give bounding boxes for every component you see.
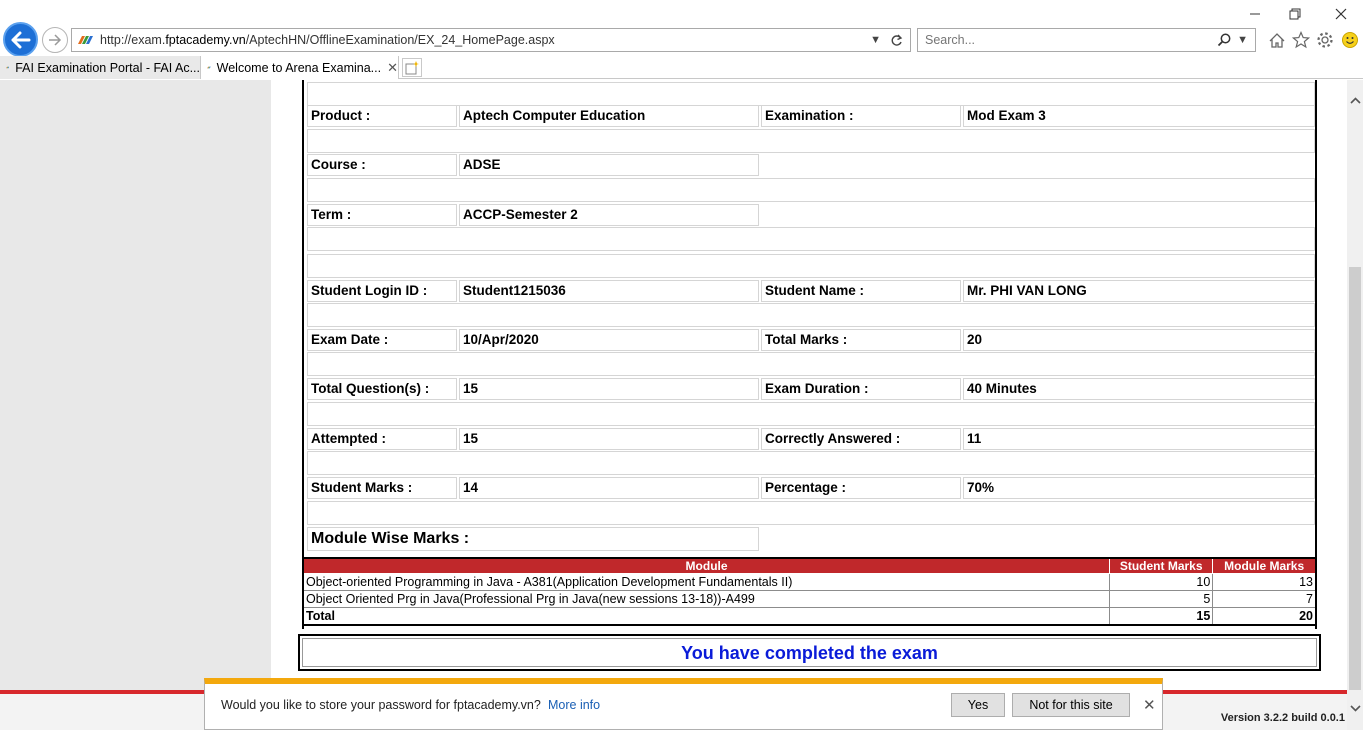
vertical-scrollbar[interactable] xyxy=(1347,80,1363,730)
product-label: Product : xyxy=(307,105,457,127)
exam-date-label: Exam Date : xyxy=(307,329,457,351)
total-marks-value: 20 xyxy=(963,329,1315,351)
notification-close-icon[interactable]: ✕ xyxy=(1143,697,1156,714)
not-for-this-site-button[interactable]: Not for this site xyxy=(1012,693,1130,717)
search-input[interactable] xyxy=(925,33,1217,47)
student-marks-column-header: Student Marks xyxy=(1110,558,1213,574)
spacer-row xyxy=(307,178,1315,202)
settings-gear-icon[interactable] xyxy=(1314,29,1336,51)
address-url[interactable] xyxy=(100,33,870,47)
version-text: Version 3.2.2 build 0.0.1 xyxy=(1220,712,1345,724)
tab-favicon-icon xyxy=(6,62,9,73)
save-password-yes-button[interactable]: Yes xyxy=(951,693,1005,717)
spacer-row xyxy=(307,352,1315,376)
back-button[interactable] xyxy=(3,22,38,57)
restore-button[interactable] xyxy=(1280,4,1310,24)
module-name-cell: Object-oriented Programming in Java - A381(Application Development Fundamentals II) xyxy=(303,574,1110,591)
spacer-row xyxy=(307,303,1315,327)
tab-close-icon[interactable]: ✕ xyxy=(387,59,398,75)
tab-fai-examination-portal[interactable] xyxy=(0,56,201,79)
module-name-cell: Object Oriented Prg in Java(Professional Prg in Java(new sessions 13-18))-A499 xyxy=(303,591,1110,608)
browser-chrome xyxy=(0,0,1363,80)
term-label: Term : xyxy=(307,204,457,226)
course-value: ADSE xyxy=(459,154,759,176)
tab-strip xyxy=(0,56,1363,79)
examination-label: Examination : xyxy=(761,105,961,127)
search-icon[interactable] xyxy=(1217,33,1231,47)
student-marks-value: 14 xyxy=(459,477,759,499)
search-dropdown-icon[interactable]: ▼ xyxy=(1237,34,1248,46)
completed-message-box xyxy=(298,634,1321,671)
percentage-label: Percentage : xyxy=(761,477,961,499)
home-icon[interactable] xyxy=(1266,29,1288,51)
notification-message: Would you like to store your password for fptacademy.vn? xyxy=(221,698,541,712)
total-questions-value: 15 xyxy=(459,378,759,400)
total-student-marks-cell: 15 xyxy=(1110,608,1213,626)
forward-arrow-icon xyxy=(48,34,62,46)
spacer-row xyxy=(307,402,1315,426)
student-name-label: Student Name : xyxy=(761,280,961,302)
spacer-row xyxy=(307,227,1315,251)
student-name-value: Mr. PHI VAN LONG xyxy=(963,280,1315,302)
tab-label: FAI Examination Portal - FAI Ac... xyxy=(15,60,200,75)
search-box[interactable] xyxy=(917,28,1256,52)
total-module-marks-cell: 20 xyxy=(1213,608,1316,626)
tab-welcome-arena[interactable] xyxy=(201,56,399,79)
forward-button[interactable] xyxy=(42,27,68,53)
total-questions-label: Total Question(s) : xyxy=(307,378,457,400)
module-marks-column-header: Module Marks xyxy=(1213,558,1316,574)
refresh-icon[interactable] xyxy=(890,34,903,47)
total-marks-label: Total Marks : xyxy=(761,329,961,351)
url-path: /AptechHN/OfflineExamination/EX_24_HomePage.aspx xyxy=(245,33,555,47)
url-prefix: http://exam. xyxy=(100,33,166,47)
left-panel xyxy=(0,80,271,690)
correct-answered-value: 11 xyxy=(963,428,1315,450)
spacer-row xyxy=(307,82,1315,106)
new-tab-button[interactable] xyxy=(402,58,422,77)
spacer-row xyxy=(307,254,1315,278)
completed-message: You have completed the exam xyxy=(302,638,1317,667)
module-column-header: Module xyxy=(303,558,1110,574)
more-info-link[interactable]: More info xyxy=(548,698,601,712)
table-row xyxy=(303,591,1316,608)
attempted-value: 15 xyxy=(459,428,759,450)
table-header-row xyxy=(303,558,1316,574)
scroll-down-icon[interactable] xyxy=(1347,700,1363,716)
tab-label: Welcome to Arena Examina... xyxy=(216,60,382,75)
minimize-button[interactable] xyxy=(1240,4,1270,24)
percentage-value: 70% xyxy=(963,477,1315,499)
scroll-up-icon[interactable] xyxy=(1347,92,1363,108)
student-marks-cell: 5 xyxy=(1110,591,1213,608)
dropdown-icon[interactable]: ▼ xyxy=(870,34,881,46)
course-label: Course : xyxy=(307,154,457,176)
save-password-notification xyxy=(204,678,1163,730)
spacer-row xyxy=(307,451,1315,475)
exam-result-panel xyxy=(302,80,1317,629)
scrollbar-thumb[interactable] xyxy=(1349,267,1361,690)
total-label-cell: Total xyxy=(303,608,1110,626)
page-viewport xyxy=(0,80,1347,730)
student-marks-cell: 10 xyxy=(1110,574,1213,591)
exam-date-value: 10/Apr/2020 xyxy=(459,329,759,351)
student-marks-label: Student Marks : xyxy=(307,477,457,499)
login-id-value: Student1215036 xyxy=(459,280,759,302)
site-favicon-icon xyxy=(77,34,93,46)
term-value: ACCP-Semester 2 xyxy=(459,204,759,226)
examination-value: Mod Exam 3 xyxy=(963,105,1315,127)
spacer-row xyxy=(307,501,1315,525)
exam-duration-label: Exam Duration : xyxy=(761,378,961,400)
url-host: fptacademy.vn xyxy=(165,33,246,47)
address-bar[interactable] xyxy=(71,28,911,52)
total-row xyxy=(303,608,1316,626)
exam-duration-value: 40 Minutes xyxy=(963,378,1315,400)
module-marks-cell: 13 xyxy=(1213,574,1316,591)
module-wise-title: Module Wise Marks : xyxy=(307,527,759,551)
module-marks-table xyxy=(302,557,1317,626)
spacer-row xyxy=(307,129,1315,153)
login-id-label: Student Login ID : xyxy=(307,280,457,302)
favorites-star-icon[interactable] xyxy=(1290,29,1312,51)
table-row xyxy=(303,574,1316,591)
module-marks-cell: 7 xyxy=(1213,591,1316,608)
back-arrow-icon xyxy=(11,31,31,49)
feedback-smiley-icon[interactable] xyxy=(1339,29,1361,51)
tab-favicon-icon xyxy=(207,62,211,73)
correct-answered-label: Correctly Answered : xyxy=(761,428,961,450)
window-close-button[interactable] xyxy=(1326,4,1356,24)
product-value: Aptech Computer Education xyxy=(459,105,759,127)
new-tab-icon xyxy=(405,61,419,75)
attempted-label: Attempted : xyxy=(307,428,457,450)
